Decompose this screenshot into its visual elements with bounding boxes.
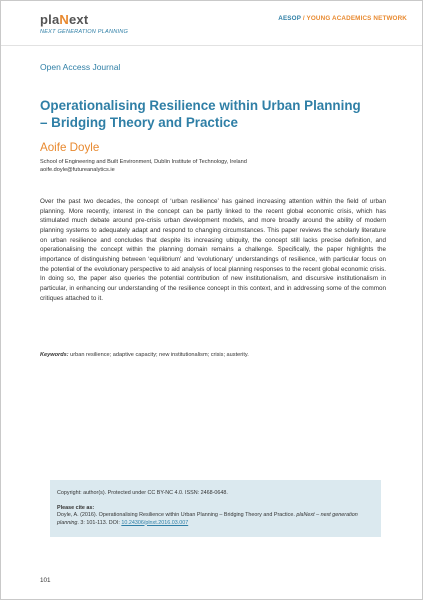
citation-reference: Doyle, A. (2016). Operationalising Resilience within Urban Planning – Bridging Theory and Practice. [57, 512, 297, 518]
logo-text-part1: pla [40, 12, 60, 27]
journal-header [1, 1, 422, 45]
open-access-label: Open Access Journal [40, 62, 121, 72]
network-label-part2: / YOUNG ACADEMICS NETWORK [300, 15, 407, 22]
doi-link[interactable]: 10.24306/plnxt.2016.03.007 [121, 519, 189, 526]
copyright-notice: Copyright: author(s). Protected under CC BY-NC 4.0. ISSN: 2468-0648. [57, 490, 228, 496]
network-label-part1: AESOP [278, 15, 301, 22]
journal-logo [40, 12, 88, 27]
citation-text [57, 512, 375, 527]
header-divider [1, 45, 422, 46]
citation-journal: plaNext – next generation planning [57, 512, 358, 526]
citation-box [50, 480, 381, 537]
keywords-label: Keywords: [40, 352, 69, 358]
keywords-list: urban resilience; adaptive capacity; new institutionalism; crisis; austerity. [70, 352, 249, 358]
author-affiliation: School of Engineering and Built Environment, Dublin Institute of Technology, Ireland [40, 159, 247, 165]
logo-text-part3: ext [68, 12, 89, 27]
author-email[interactable]: aoife.doyle@futureanalytics.ie [40, 167, 115, 173]
page-number: 101 [40, 577, 51, 584]
cite-as-label: Please cite as: [57, 505, 95, 511]
abstract-text: Over the past two decades, the concept of ‘urban resilience’ has gained increasing attention within the field of urban planning. More recently, interest in the concept can be partly linked to the recent global economic crisis, which has stimulated much debate around pre-crisis urban development models, and more broadly around the ability of modern planning systems to adequately adapt and respond to changing circumstances. This paper reviews the scholarly literature on urban resilience and concludes that despite its increasing ubiquity, the concept still lacks precise definition, and operationalising the concept within the planning domain remains a challenge. Specifically, the paper highlights the importance of distinguishing between ‘equilibrium’ and ‘evolutionary’ understandings of resilience, with particular focus on the potential of the evolutionary perspective to aid analysis of local planning responses to the recent global economic crisis. In doing so, the paper also queries the potential contribution of new institutionalism, and discursive institutionalism in particular, in enhancing our understanding of the resilience concept in this context, and in addressing some of the common critiques attached to it. [40, 198, 386, 302]
network-label [278, 15, 407, 22]
logo-text-part2: N [59, 12, 69, 27]
article-title: Operationalising Resilience within Urban Planning – Bridging Theory and Practice [40, 98, 361, 130]
citation-volume: . 3: 101-113. DOI: [77, 519, 122, 526]
keywords-line [40, 352, 386, 358]
journal-tagline: NEXT GENERATION PLANNING [40, 29, 128, 35]
author-name: Aoife Doyle [40, 141, 100, 154]
